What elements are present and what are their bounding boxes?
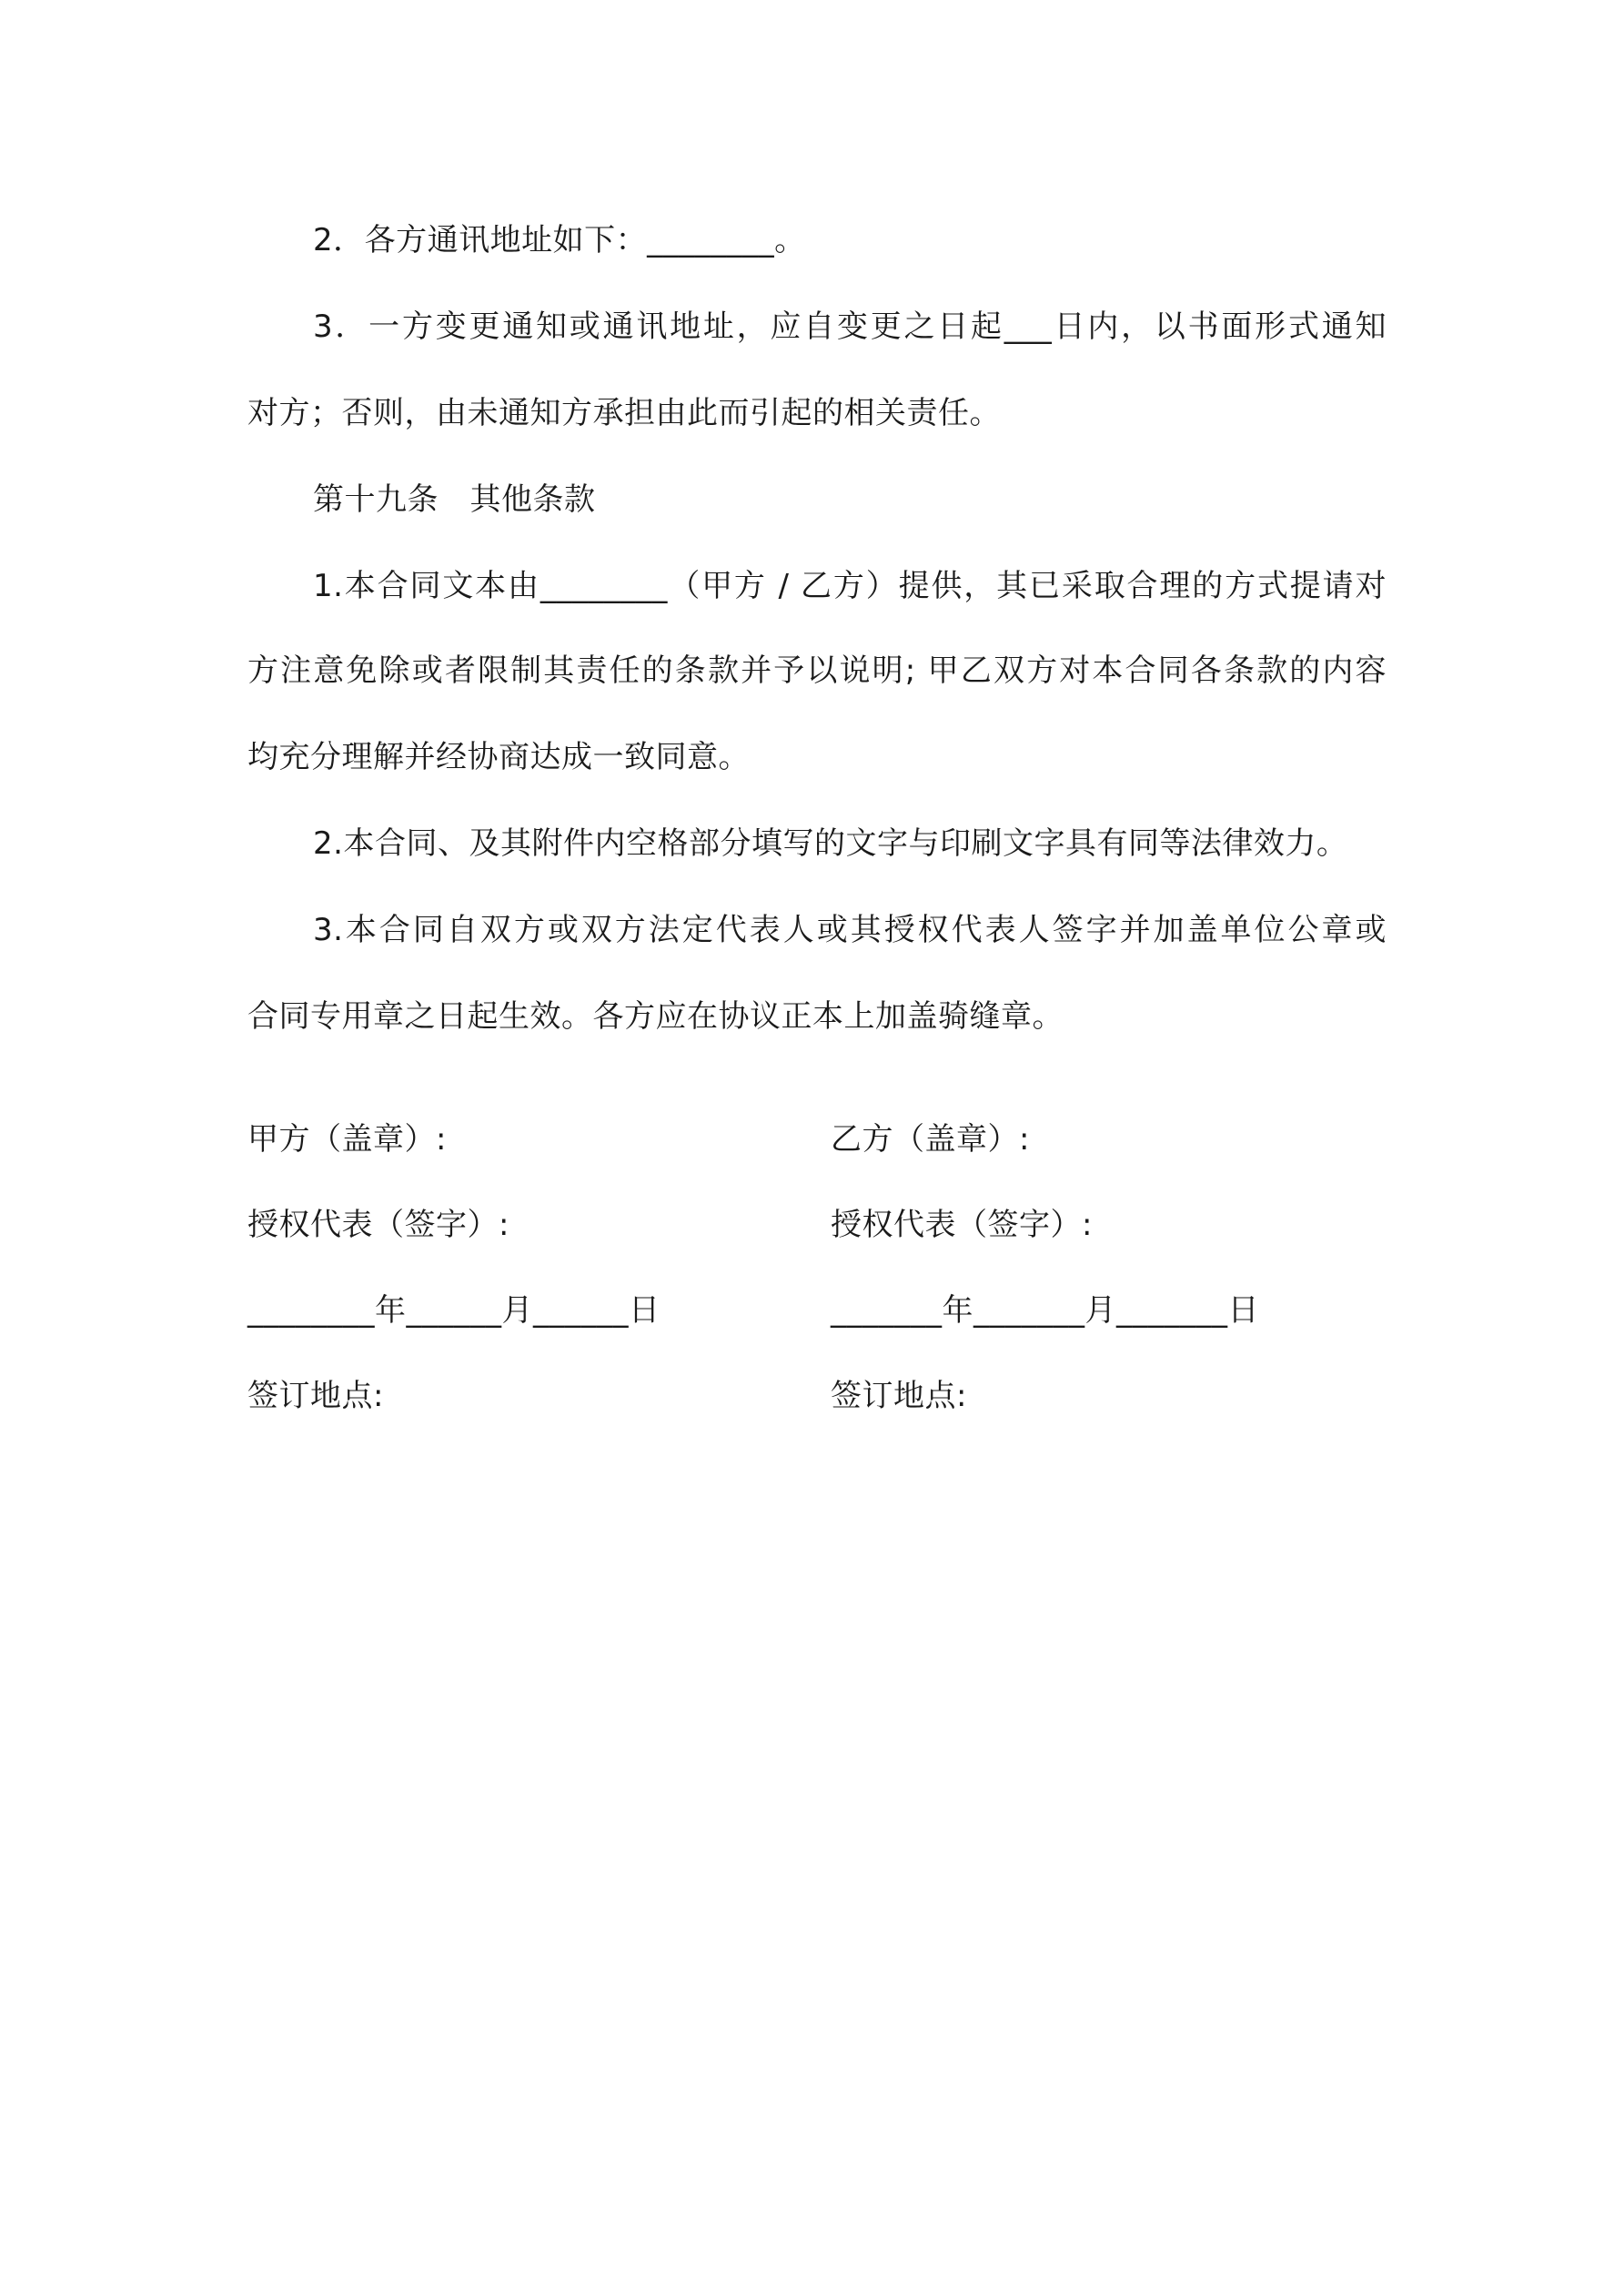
party-a-place-label: 签订地点:: [247, 1378, 384, 1414]
clause-3-line1: 3.本合同自双方或双方法定代表人或其授权代表人签字并加盖单位公章或: [313, 912, 1387, 948]
party-a-seal-label: 甲方（盖章）:: [247, 1121, 447, 1158]
clause-3-line2: 合同专用章之日起生效。各方应在协议正本上加盖骑缝章。: [247, 998, 1064, 1035]
party-b-date-line: _______年_______月_______日: [831, 1292, 1259, 1329]
party-b-place-label: 签订地点:: [831, 1378, 967, 1414]
article-19-heading: 第十九条 其他条款: [313, 481, 596, 518]
party-b-seal-label: 乙方（盖章）:: [831, 1121, 1030, 1158]
clause-1-line3: 均充分理解并经协商达成一致同意。: [247, 739, 750, 775]
clause-2: 2.本合同、及其附件内空格部分填写的文字与印刷文字具有同等法律效力。: [313, 825, 1348, 862]
party-a-representative-label: 授权代表（签字）:: [247, 1207, 509, 1243]
clause-change-notice-line1: 3．一方变更通知或通讯地址，应自变更之日起___日内，以书面形式通知: [313, 308, 1387, 345]
party-a-date-line: ________年______月______日: [247, 1292, 661, 1329]
clause-1-line2: 方注意免除或者限制其责任的条款并予以说明; 甲乙双方对本合同各条款的内容: [247, 652, 1387, 689]
clause-1-line1: 1.本合同文本由________（甲方 / 乙方）提供，其已采取合理的方式提请对: [313, 568, 1387, 604]
clause-address: 2．各方通讯地址如下：________。: [313, 222, 806, 258]
clause-change-notice-line2: 对方；否则，由未通知方承担由此而引起的相关责任。: [247, 395, 1001, 431]
party-b-representative-label: 授权代表（签字）:: [831, 1207, 1093, 1243]
